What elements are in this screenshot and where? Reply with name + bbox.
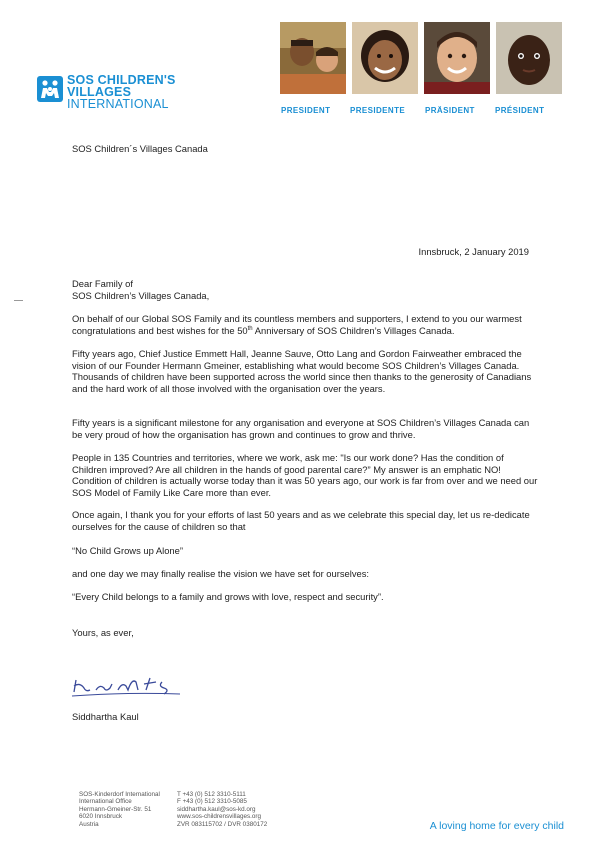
footer-address [79, 791, 160, 828]
sos-family-icon [37, 76, 63, 102]
tagline: A loving home for every child [429, 820, 564, 832]
photo-caption-4: PRÉSIDENT [495, 106, 545, 115]
motto-quote: “No Child Grows up Alone” [72, 545, 183, 556]
signer-name: Siddhartha Kaul [72, 711, 139, 722]
paragraph-1-text-b: Anniversary of SOS Children’s Villages Canada. [252, 324, 455, 336]
salutation-line-1: Dear Family of [72, 278, 133, 289]
logo-line-3: INTERNATIONAL [67, 97, 169, 111]
photo-girl-portrait [496, 22, 562, 94]
paragraph-3: Fifty years is a significant milestone for any organisation and everyone at SOS Children’s Villages Canada can be very proud of how the organisation has grown and continues to grow and thrive. [72, 417, 530, 440]
fold-mark [14, 300, 23, 301]
paragraph-1-text-a: On behalf of our Global SOS Family and its countless members and supporters, I extend to you our warmest congratulations and best wishes for the 50 [72, 313, 522, 336]
photo-caption-3: PRÄSIDENT [425, 106, 475, 115]
ordinal-superscript: th [247, 325, 253, 332]
footer-address-line: Hermann-Gmeiner-Str. 51 [79, 805, 152, 813]
paragraph-7: and one day we may finally realise the vision we have set for ourselves: [72, 568, 370, 579]
footer-phone: T +43 (0) 512 3310-5111 [177, 791, 246, 798]
photo-caption-1: PRESIDENT [281, 106, 331, 115]
recipient-line: SOS Children´s Villages Canada [72, 143, 208, 154]
photo-caption-2: PRESIDENTE [350, 106, 406, 115]
footer-address-line: Austria [79, 820, 99, 828]
photo-president-man-child [280, 22, 346, 94]
date-line: Innsbruck, 2 January 2019 [418, 246, 529, 257]
footer-address-line: 6020 Innsbruck [79, 813, 123, 821]
salutation [72, 278, 540, 301]
paragraph-5: Once again, I thank you for your efforts of last 50 years and as we celebrate this special day, let us re-dedicate ourselves for the cause of children so that [72, 509, 530, 532]
photo-girl-smiling [352, 22, 418, 94]
salutation-line-2: SOS Children’s Villages Canada, [72, 289, 210, 301]
paragraph-4: People in 135 Countries and territories, where we work, ask me: "Is our work done? Has the condition of Children improved? Are all children in the hands of good parental care?” My answer is an emphatic NO! Condition of children is actually worse today than it was 50 years ago, our work is far from over and we need our SOS Model of Family Like Care more than ever. [72, 452, 538, 498]
footer-fax: F +43 (0) 512 3310-5085 [177, 798, 247, 806]
footer-contact [177, 791, 267, 828]
footer-address-line: International Office [79, 798, 132, 806]
photo-boy-smiling [424, 22, 490, 94]
closing-line: Yours, as ever, [72, 627, 134, 638]
logo-line-1: SOS CHILDREN'S [67, 73, 176, 87]
footer-email-link[interactable]: siddhartha.kaul@sos-kd.org [177, 805, 256, 813]
vision-quote: “Every Child belongs to a family and grows with love, respect and security”. [72, 591, 384, 602]
footer-address-line: SOS-Kinderdorf International [79, 791, 160, 798]
handwritten-signature [68, 670, 188, 700]
logo-line-2: VILLAGES [67, 85, 132, 99]
footer-registration: ZVR 083115702 / DVR 0380172 [177, 820, 268, 828]
paragraph-2: Fifty years ago, Chief Justice Emmett Hall, Jeanne Sauve, Otto Lang and Gordon Fairweather embraced the vision of our Founder Hermann Gmeiner, establishing what would become SOS Children’s Villages Canada. Thousands of children have been supported across the world since then thanks to the generosity of Canadians and the hard work of all those involved with the organisation over the years. [72, 348, 532, 394]
footer-website-link[interactable]: www.sos-childrensvillages.org [177, 813, 261, 821]
paragraph-1 [72, 313, 540, 336]
